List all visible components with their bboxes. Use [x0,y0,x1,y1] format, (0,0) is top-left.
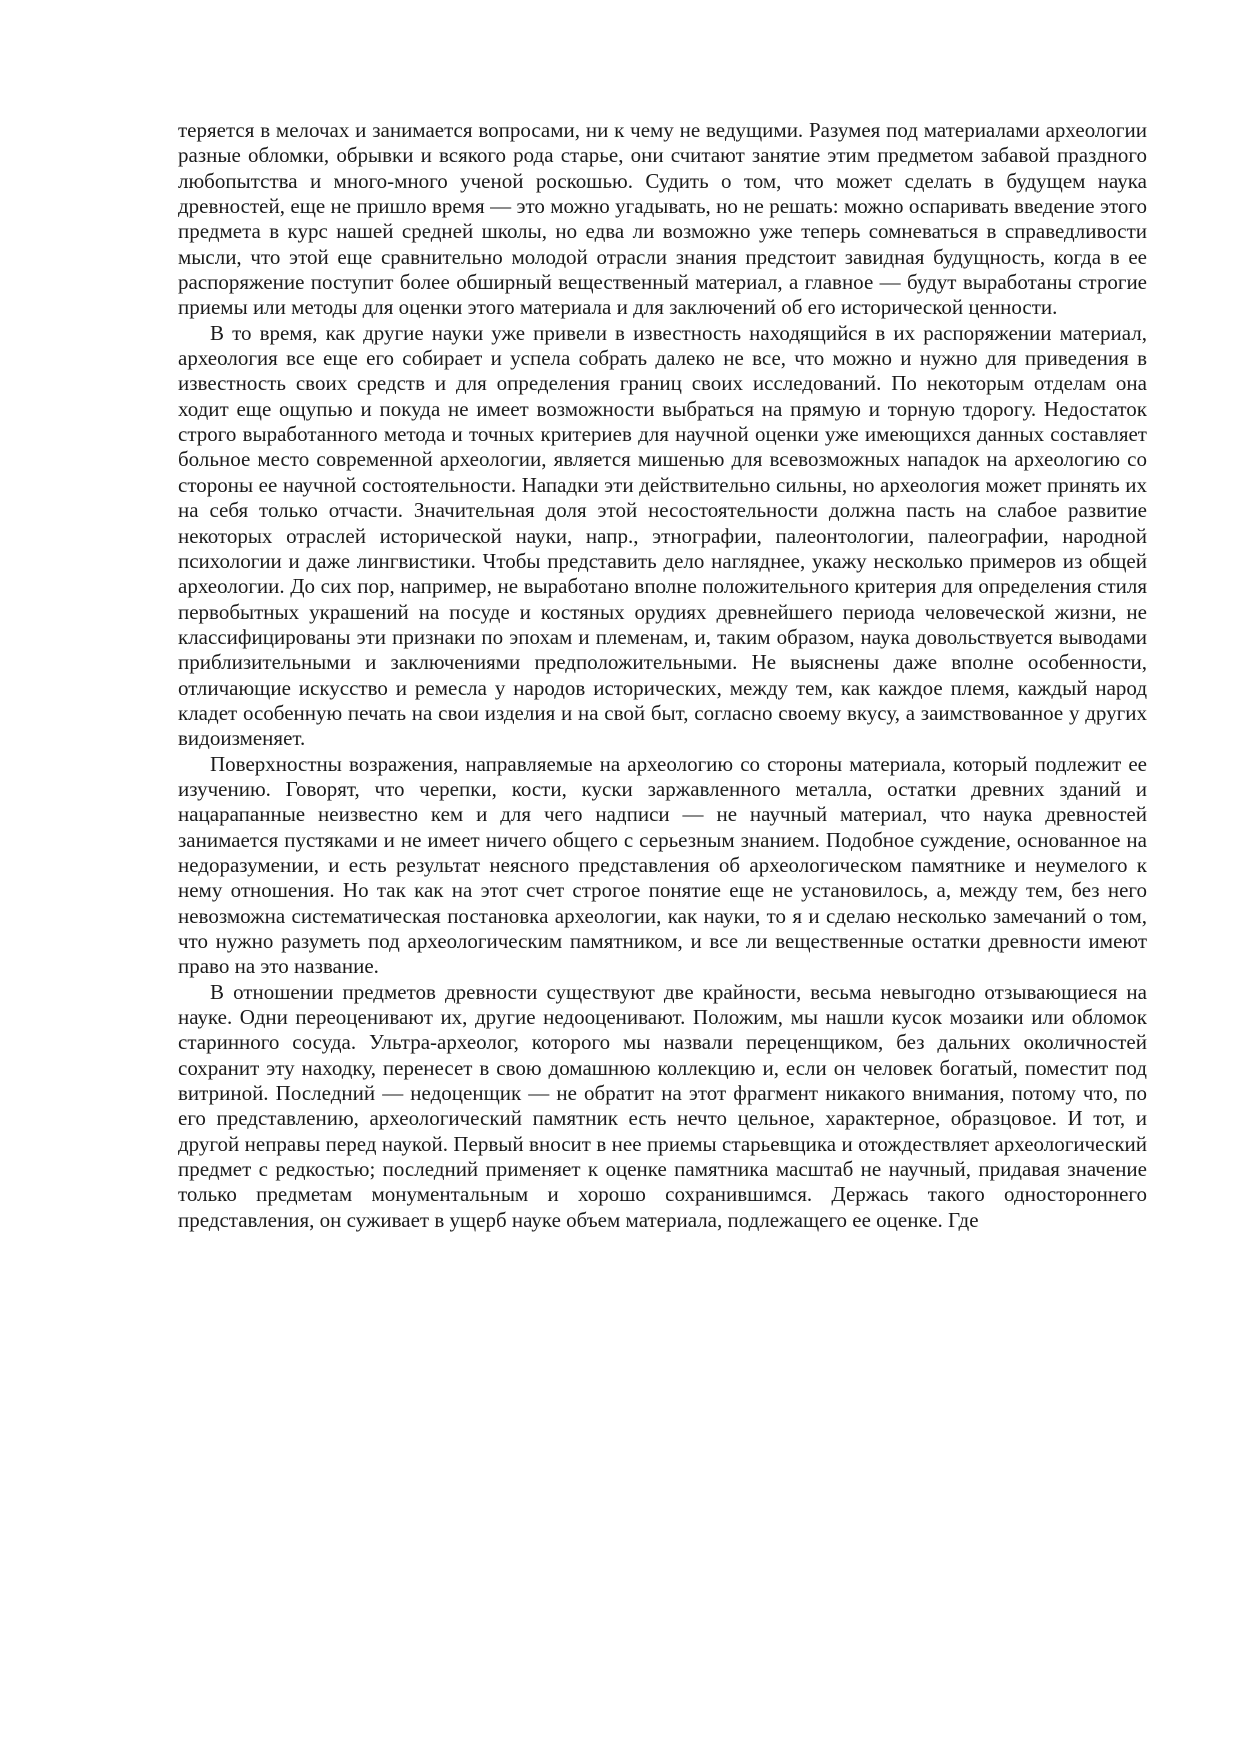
paragraph-4: В отношении предметов древности существуют две крайности, весьма невыгодно отзывающиеся на науке. Одни переоценивают их, другие недооценивают. Положим, мы нашли кусок мозаики или обломок старинного сосуда. Ультра-археолог, которого мы назвали переценщиком, без дальних околичностей сохранит эту находку, перенесет в свою домашнюю коллекцию и, если он человек богатый, поместит под витриной. Последний — недоценщик — не обратит на этот фрагмент никакого внимания, потому что, по его представлению, археологический памятник есть нечто цельное, характерное, образцовое. И тот, и другой неправы перед наукой. Первый вносит в нее приемы старьевщика и отождествляет археологический предмет с редкостью; последний применяет к оценке памятника масштаб не научный, придавая значение только предметам монументальным и хорошо сохранившимся. Держась такого одностороннего представления, он суживает в ущерб науке объем материала, подлежащего ее оценке. Где [178,979,1147,1232]
paragraph-2: В то время, как другие науки уже привели в известность находящийся в их распоряжении материал, археология все еще его собирает и успела собрать далеко не все, что можно и нужно для приведения в известность своих средств и для определения границ своих исследований. По некоторым отделам она ходит еще ощупью и покуда не имеет возможности выбраться на прямую и торную тдорогу. Недостаток строго выработанного метода и точных критериев для научной оценки уже имеющихся данных составляет больное место современной археологии, является мишенью для всевозможных нападок на археологию со стороны ее научной состоятельности. Нападки эти действительно сильны, но археология может принять их на себя только отчасти. Значительная доля этой несостоятельности должна пасть на слабое развитие некоторых отраслей исторической науки, напр., этнографии, палеонтологии, палеографии, народной психологии и даже лингвистики. Чтобы представить дело нагляднее, укажу несколько примеров из общей археологии. До сих пор, например, не выработано вполне положительного критерия для определения стиля первобытных украшений на посуде и костяных орудиях древнейшего периода человеческой жизни, не классифицированы эти признаки по эпохам и племенам, и, таким образом, наука довольствуется выводами приблизительными и заключениями предположительными. Не выяснены даже вполне особенности, отличающие искусство и ремесла у народов исторических, между тем, как каждое племя, каждый народ кладет особенную печать на свои изделия и на свой быт, согласно своему вкусу, а заимствованное у других видоизменяет. [178,320,1147,751]
paragraph-1: теряется в мелочах и занимается вопросами, ни к чему не ведущими. Разумея под материалами археологии разные обломки, обрывки и всякого рода старье, они считают занятие этим предметом забавой праздного любопытства и много-много ученой роскошью. Судить о том, что может сделать в будущем наука древностей, еще не пришло время — это можно угадывать, но не решать: можно оспаривать введение этого предмета в курс нашей средней школы, но едва ли возможно уже теперь сомневаться в справедливости мысли, что этой еще сравнительно молодой отрасли знания предстоит завидная будущность, когда в ее распоряжение поступит более обширный вещественный материал, а главное — будут выработаны строгие приемы или методы для оценки этого материала и для заключений об его исторической ценности. [178,118,1147,320]
paragraph-3: Поверхностны возражения, направляемые на археологию со стороны материала, который подлежит ее изучению. Говорят, что черепки, кости, куски заржавленного металла, остатки древних зданий и нацарапанные неизвестно кем и для чего надписи — не научный материал, что наука древностей занимается пустяками и не имеет ничего общего с серьезным знанием. Подобное суждение, основанное на недоразумении, и есть результат неясного представления об археологическом памятнике и неумелого к нему отношения. Но так как на этот счет строгое понятие еще не установилось, а, между тем, без него невозможна систематическая постановка археологии, как науки, то я и сделаю несколько замечаний о том, что нужно разуметь под археологическим памятником, и все ли вещественные остатки древности имеют право на это название. [178,751,1147,979]
document-page [178,118,1147,1233]
